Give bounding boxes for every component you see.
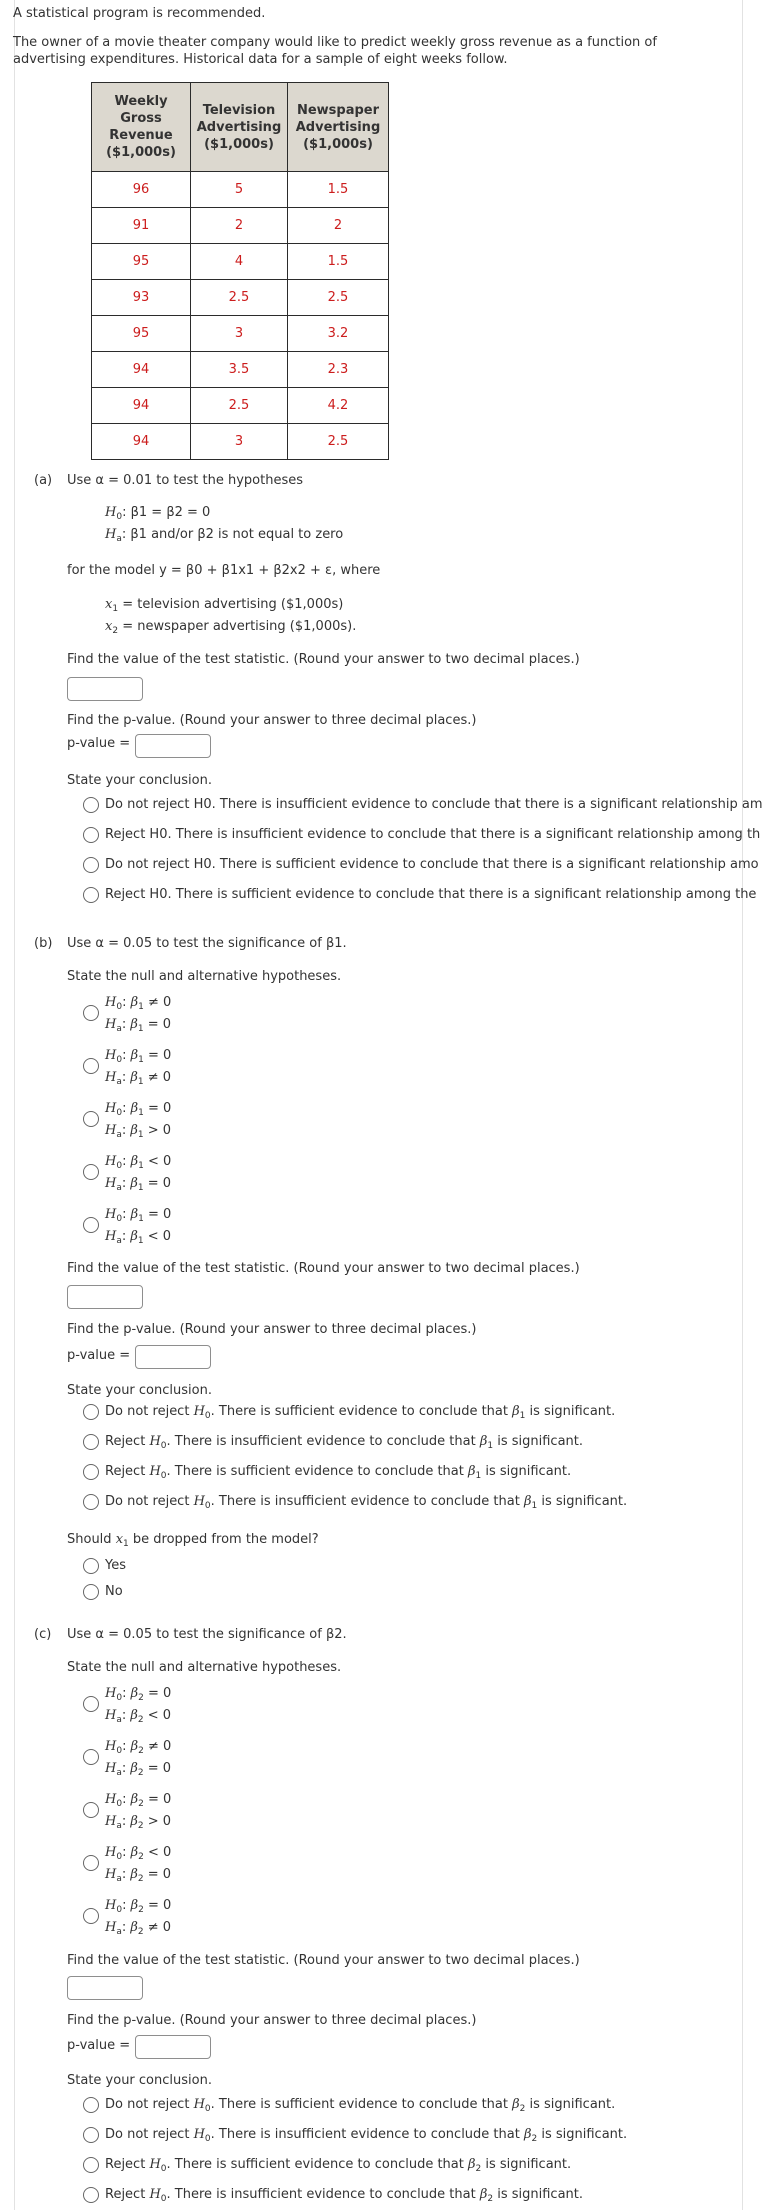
part-a-pvalue-label: p-value = (67, 736, 131, 751)
header-weekly-gross-revenue: Weekly Gross Revenue ($1,000s) (92, 83, 191, 172)
part-c-instruction: Use α = 0.05 to test the significance of β2. (67, 1627, 347, 1642)
part-b-conclusion-2: Reject $H_0$. There is insufficient evidence to conclude that $\beta_1$ is significant. (105, 1434, 584, 1451)
part-b-pvalue-input[interactable] (135, 1345, 211, 1369)
part-c-hyp-option-4: $H_0$: $\beta_2 < 0$ $H_a$: $\beta_2 = 0$ (105, 1845, 172, 1884)
cell-newspaper: 2 (288, 208, 389, 244)
part-b-drop-yes: Yes (105, 1558, 126, 1573)
cell-tv: 3 (191, 424, 288, 460)
part-b-conclusion-prompt: State your conclusion. (67, 1383, 212, 1398)
table-row (92, 388, 389, 424)
cell-newspaper: 2.3 (288, 352, 389, 388)
cell-tv: 3.5 (191, 352, 288, 388)
part-b-test-stat-prompt: Find the value of the test statistic. (Round your answer to two decimal places.) (67, 1261, 580, 1276)
part-a-conclusion-2: Reject H0. There is insufficient evidence to conclude that there is a significant relationship among th (105, 827, 761, 842)
cell-revenue: 95 (92, 244, 191, 280)
part-c-conclusion-radio-4[interactable] (83, 2187, 99, 2203)
part-c-hyp-option-1: $H_0$: $\beta_2 = 0$ $H_a$: $\beta_2 < 0$ (105, 1686, 172, 1725)
x2-definition: $x_2$ = newspaper advertising ($1,000s). (105, 619, 357, 636)
cell-revenue: 94 (92, 424, 191, 460)
part-b-hyp-prompt: State the null and alternative hypotheses. (67, 969, 342, 984)
cell-tv: 2.5 (191, 388, 288, 424)
part-b-hyp-radio-2[interactable] (83, 1058, 99, 1074)
part-c-pvalue-input[interactable] (135, 2035, 211, 2059)
part-c-conclusion-1: Do not reject $H_0$. There is sufficient evidence to conclude that $\beta_2$ is significant. (105, 2097, 616, 2114)
part-a-conclusion-prompt: State your conclusion. (67, 773, 212, 788)
part-c-conclusion-radio-2[interactable] (83, 2127, 99, 2143)
part-b-instruction: Use α = 0.05 to test the significance of β1. (67, 936, 347, 951)
part-b-test-stat-input[interactable] (67, 1285, 143, 1309)
cell-tv: 2.5 (191, 280, 288, 316)
cell-revenue: 96 (92, 172, 191, 208)
part-c-hyp-radio-3[interactable] (83, 1802, 99, 1818)
part-a-ha: $H_a$: β1 and/or β2 is not equal to zero (105, 527, 344, 544)
part-b-hyp-option-1: $H_0$: $\beta_1 \ne 0$ $H_a$: $\beta_1 = 0$ (105, 995, 172, 1034)
data-table (91, 82, 389, 460)
part-a-conclusion-radio-2[interactable] (83, 827, 99, 843)
cell-newspaper: 1.5 (288, 172, 389, 208)
table-row (92, 316, 389, 352)
part-c-conclusion-radio-3[interactable] (83, 2157, 99, 2173)
part-b-hyp-option-5: $H_0$: $\beta_1 = 0$ $H_a$: $\beta_1 < 0$ (105, 1207, 172, 1246)
part-a-conclusion-radio-4[interactable] (83, 887, 99, 903)
part-b-conclusion-1: Do not reject $H_0$. There is sufficient evidence to conclude that $\beta_1$ is significant. (105, 1404, 616, 1421)
part-a-instruction: Use α = 0.01 to test the hypotheses (67, 473, 303, 488)
part-b-drop-no-radio[interactable] (83, 1584, 99, 1600)
part-c-conclusion-radio-1[interactable] (83, 2097, 99, 2113)
part-c-conclusion-4: Reject $H_0$. There is insufficient evidence to conclude that $\beta_2$ is significant. (105, 2187, 584, 2204)
part-b-hyp-option-2: $H_0$: $\beta_1 = 0$ $H_a$: $\beta_1 \ne 0$ (105, 1048, 172, 1087)
part-c-hyp-option-5: $H_0$: $\beta_2 = 0$ $H_a$: $\beta_2 \ne 0$ (105, 1898, 172, 1937)
problem-text-line2: advertising expenditures. Historical data for a sample of eight weeks follow. (13, 52, 508, 67)
part-c-hyp-option-3: $H_0$: $\beta_2 = 0$ $H_a$: $\beta_2 > 0$ (105, 1792, 172, 1831)
cell-tv: 4 (191, 244, 288, 280)
part-b-conclusion-3: Reject $H_0$. There is sufficient evidence to conclude that $\beta_1$ is significant. (105, 1464, 572, 1481)
cell-tv: 5 (191, 172, 288, 208)
part-b-drop-prompt: Should $x_1$ be dropped from the model? (67, 1532, 319, 1549)
part-b-hyp-radio-5[interactable] (83, 1217, 99, 1233)
part-a-conclusion-1: Do not reject H0. There is insufficient evidence to conclude that there is a significant relationship am (105, 797, 763, 812)
part-a-test-stat-input[interactable] (67, 677, 143, 701)
header-television-advertising: Television Advertising ($1,000s) (191, 83, 288, 172)
cell-tv: 2 (191, 208, 288, 244)
model-definition: for the model y = β0 + β1x1 + β2x2 + ε, where (67, 563, 381, 578)
part-c-test-stat-input[interactable] (67, 1976, 143, 2000)
part-b-label: (b) (34, 936, 53, 951)
part-c-label: (c) (34, 1627, 52, 1642)
part-c-hyp-radio-4[interactable] (83, 1855, 99, 1871)
part-b-pvalue-prompt: Find the p-value. (Round your answer to three decimal places.) (67, 1322, 477, 1337)
part-a-conclusion-3: Do not reject H0. There is sufficient evidence to conclude that there is a significant relationship amo (105, 857, 759, 872)
table-row (92, 208, 389, 244)
part-c-hyp-radio-2[interactable] (83, 1749, 99, 1765)
cell-newspaper: 4.2 (288, 388, 389, 424)
table-row (92, 352, 389, 388)
part-c-pvalue-prompt: Find the p-value. (Round your answer to three decimal places.) (67, 2013, 477, 2028)
part-c-pvalue-label: p-value = (67, 2038, 131, 2053)
part-b-conclusion-radio-4[interactable] (83, 1494, 99, 1510)
table-row (92, 172, 389, 208)
cell-revenue: 94 (92, 352, 191, 388)
part-b-conclusion-radio-3[interactable] (83, 1464, 99, 1480)
part-c-hyp-option-2: $H_0$: $\beta_2 \ne 0$ $H_a$: $\beta_2 = 0$ (105, 1739, 172, 1778)
part-a-label: (a) (34, 473, 53, 488)
part-b-hyp-option-3: $H_0$: $\beta_1 = 0$ $H_a$: $\beta_1 > 0$ (105, 1101, 172, 1140)
part-b-conclusion-radio-2[interactable] (83, 1434, 99, 1450)
part-c-conclusion-prompt: State your conclusion. (67, 2073, 212, 2088)
part-b-conclusion-radio-1[interactable] (83, 1404, 99, 1420)
x1-definition: $x_1$ = television advertising ($1,000s) (105, 597, 344, 614)
part-c-hyp-radio-1[interactable] (83, 1696, 99, 1712)
part-b-hyp-radio-1[interactable] (83, 1005, 99, 1021)
part-b-hyp-radio-4[interactable] (83, 1164, 99, 1180)
part-a-test-stat-prompt: Find the value of the test statistic. (Round your answer to two decimal places.) (67, 652, 580, 667)
cell-newspaper: 3.2 (288, 316, 389, 352)
table-row (92, 424, 389, 460)
cell-revenue: 93 (92, 280, 191, 316)
part-b-hyp-radio-3[interactable] (83, 1111, 99, 1127)
header-newspaper-advertising: Newspaper Advertising ($1,000s) (288, 83, 389, 172)
cell-newspaper: 1.5 (288, 244, 389, 280)
part-b-pvalue-label: p-value = (67, 1348, 131, 1363)
part-c-conclusion-2: Do not reject $H_0$. There is insufficient evidence to conclude that $\beta_2$ is significant. (105, 2127, 628, 2144)
part-a-conclusion-radio-3[interactable] (83, 857, 99, 873)
part-c-conclusion-3: Reject $H_0$. There is sufficient evidence to conclude that $\beta_2$ is significant. (105, 2157, 572, 2174)
part-a-h0: $H_0$: β1 = β2 = 0 (105, 505, 211, 522)
part-b-hyp-option-4: $H_0$: $\beta_1 < 0$ $H_a$: $\beta_1 = 0$ (105, 1154, 172, 1193)
part-a-conclusion-4: Reject H0. There is sufficient evidence to conclude that there is a significant relationship among the (105, 887, 757, 902)
part-a-pvalue-input[interactable] (135, 734, 211, 758)
cell-revenue: 95 (92, 316, 191, 352)
part-b-conclusion-4: Do not reject $H_0$. There is insufficient evidence to conclude that $\beta_1$ is significant. (105, 1494, 628, 1511)
part-c-hyp-radio-5[interactable] (83, 1908, 99, 1924)
part-c-test-stat-prompt: Find the value of the test statistic. (Round your answer to two decimal places.) (67, 1953, 580, 1968)
cell-revenue: 94 (92, 388, 191, 424)
cell-tv: 3 (191, 316, 288, 352)
part-a-conclusion-radio-1[interactable] (83, 797, 99, 813)
part-a-pvalue-prompt: Find the p-value. (Round your answer to three decimal places.) (67, 713, 477, 728)
recommendation-text: A statistical program is recommended. (13, 6, 266, 21)
table-row (92, 244, 389, 280)
part-b-drop-yes-radio[interactable] (83, 1558, 99, 1574)
cell-newspaper: 2.5 (288, 280, 389, 316)
table-row (92, 280, 389, 316)
part-b-drop-no: No (105, 1584, 123, 1599)
part-c-hyp-prompt: State the null and alternative hypotheses. (67, 1660, 342, 1675)
cell-newspaper: 2.5 (288, 424, 389, 460)
cell-revenue: 91 (92, 208, 191, 244)
problem-text-line1: The owner of a movie theater company would like to predict weekly gross revenue as a function of (13, 35, 657, 50)
